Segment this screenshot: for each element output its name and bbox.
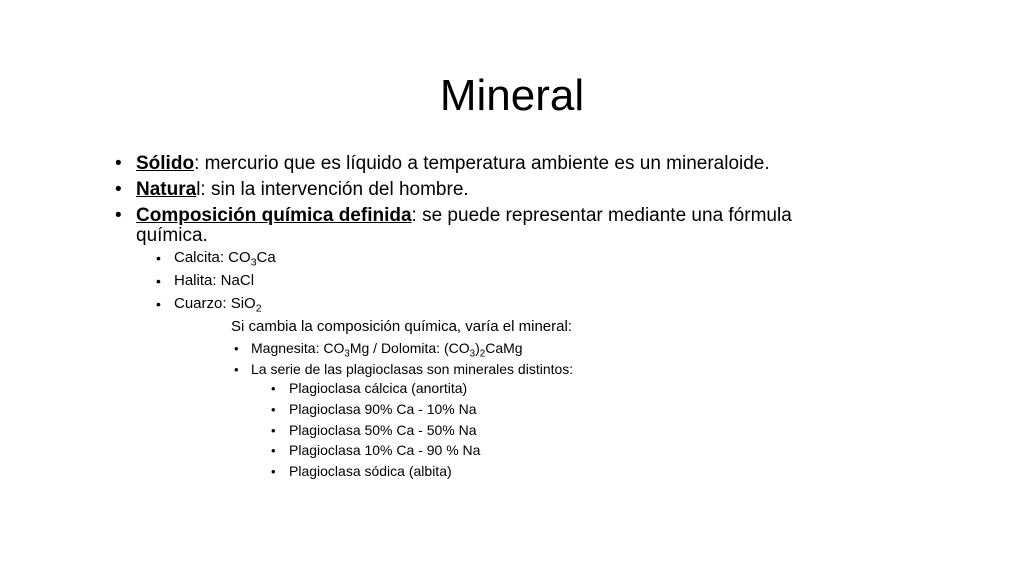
example-halita: Halita: NaCl bbox=[174, 272, 255, 289]
term-natural: Natura bbox=[136, 179, 197, 200]
item-magnesita: Magnesita: $CO_3Mg$ / Dolomita: $(CO_3)_2CaMg$ bbox=[251, 340, 523, 360]
item-serie: La serie de las plagioclasas son minerales distintos: bbox=[251, 361, 574, 377]
plagioclasa-item: Plagioclasa 10% Ca - 90 % Na bbox=[289, 442, 481, 458]
bullet-icon: • bbox=[156, 296, 161, 312]
bullet-composicion-cont: química. bbox=[136, 225, 208, 246]
example-calcita: Calcita: $CO_3Ca$ bbox=[174, 249, 276, 269]
term-solido: Sólido bbox=[136, 153, 195, 174]
bullet-icon: • bbox=[115, 153, 122, 174]
bullet-icon: • bbox=[115, 205, 122, 226]
plagioclasa-item: Plagioclasa 50% Ca - 50% Na bbox=[289, 422, 477, 438]
bullet-natural bbox=[136, 179, 469, 201]
term-composicion: Composición química definida bbox=[136, 205, 412, 226]
bullet-composicion bbox=[136, 205, 792, 227]
plagioclasa-item: Plagioclasa sódica (albita) bbox=[289, 463, 452, 479]
bullet-icon: • bbox=[271, 402, 276, 417]
bullet-icon: • bbox=[271, 381, 276, 396]
bullet-icon: • bbox=[115, 179, 122, 200]
bullet-icon: • bbox=[271, 443, 276, 458]
bullet-solido bbox=[136, 153, 770, 175]
example-cuarzo: Cuarzo: SiO$_2$ bbox=[174, 295, 262, 315]
bullet-icon: • bbox=[156, 250, 161, 266]
bullet-icon: • bbox=[156, 273, 161, 289]
note-composicion: Si cambia la composición química, varía el mineral: bbox=[231, 318, 572, 335]
bullet-icon: • bbox=[271, 464, 276, 479]
bullet-icon: • bbox=[234, 362, 239, 377]
slide-title: Mineral bbox=[439, 71, 585, 120]
text-composicion: : se puede representar mediante una fórmula bbox=[411, 205, 792, 226]
bullet-icon: • bbox=[271, 423, 276, 438]
text-solido: : mercurio que es líquido a temperatura ambiente es un mineraloide. bbox=[194, 153, 770, 174]
plagioclasa-item: Plagioclasa cálcica (anortita) bbox=[289, 380, 468, 396]
text-natural: l: sin la intervención del hombre. bbox=[196, 179, 469, 200]
bullet-icon: • bbox=[234, 341, 239, 356]
plagioclasa-item: Plagioclasa 90% Ca - 10% Na bbox=[289, 401, 477, 417]
